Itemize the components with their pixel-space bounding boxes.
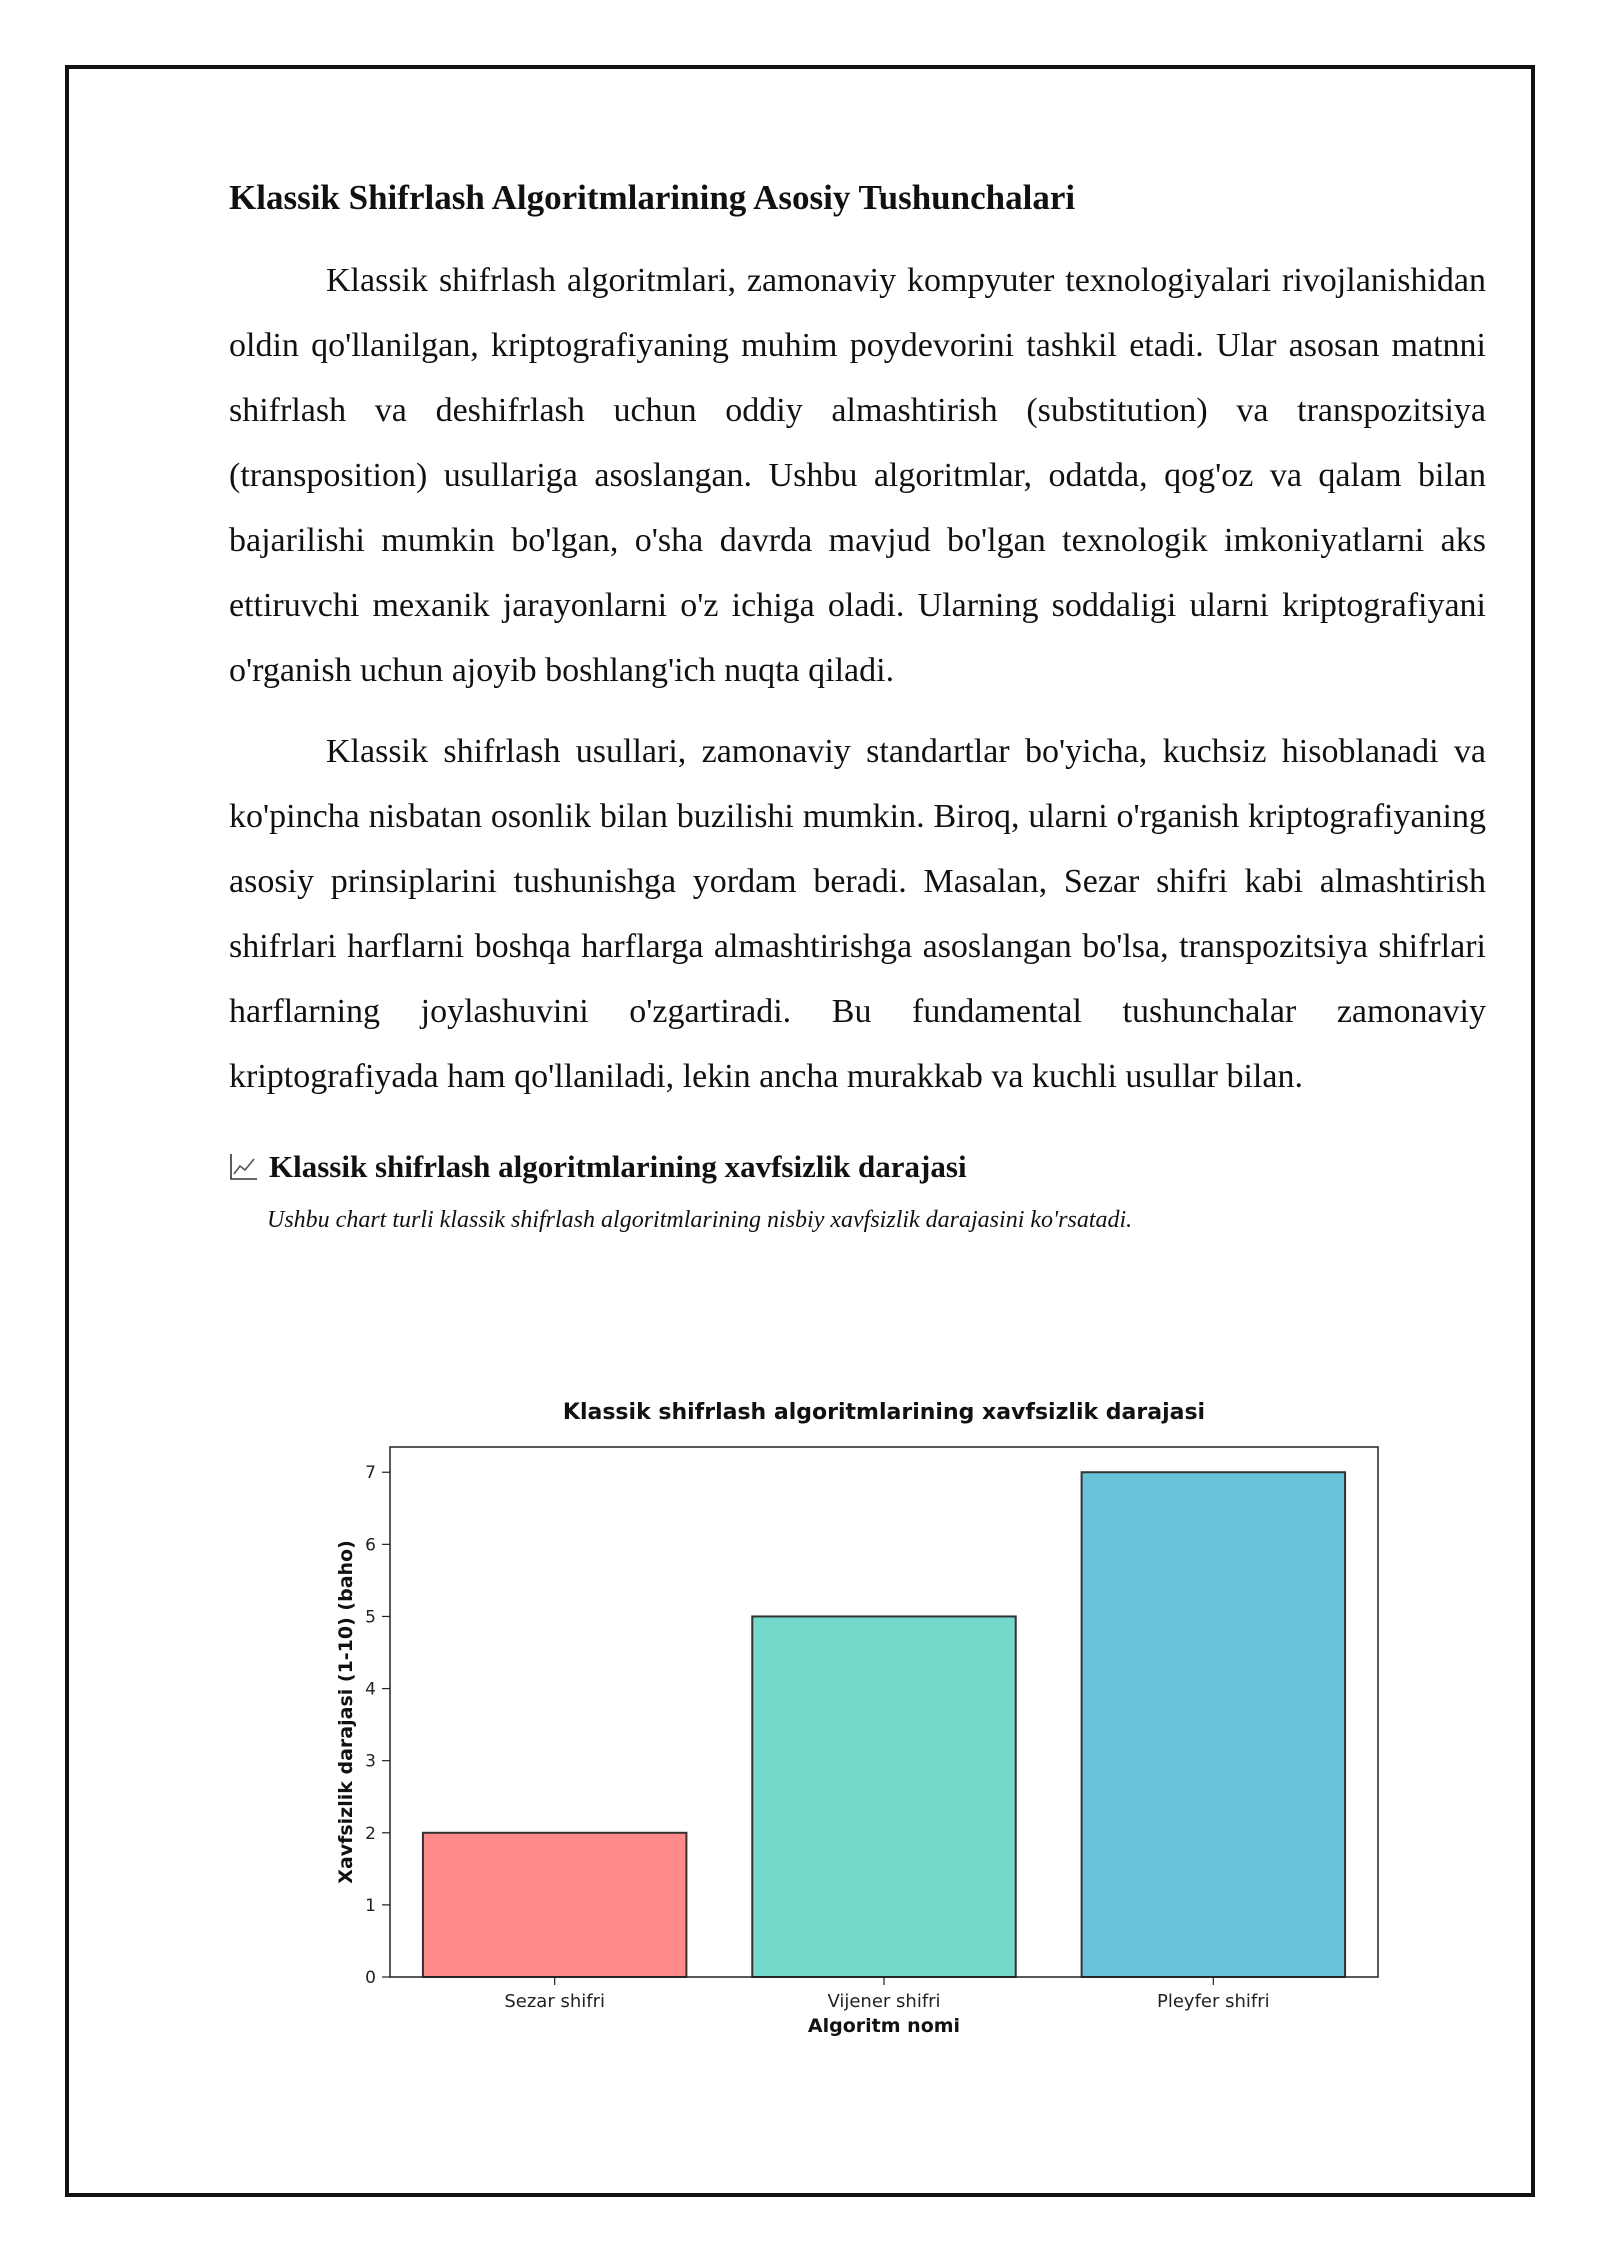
x-tick-label: Vijener shifri <box>827 1991 941 2012</box>
chart-title: Klassik shifrlash algoritmlarining xavfsizlik darajasi <box>562 1400 1206 1425</box>
chart-section-title-text: Klassik shifrlash algoritmlarining xavfsizlik darajasi <box>269 1149 967 1184</box>
y-tick-label: 4 <box>365 1679 376 1700</box>
y-tick-label: 2 <box>365 1823 376 1844</box>
x-tick-label: Pleyfer shifri <box>1157 1991 1270 2012</box>
y-tick-label: 7 <box>365 1463 376 1484</box>
y-tick-label: 0 <box>365 1968 376 1988</box>
y-tick-label: 6 <box>365 1535 376 1556</box>
y-tick-label: 5 <box>365 1607 376 1628</box>
paragraph-1: Klassik shifrlash algoritmlari, zamonaviy kompyuter texnologiyalari rivojlanishidan oldin qo'llanilgan, kriptografiyaning muhim poydevorini tashkil etadi. Ular asosan matnni shifrlash va deshifrlash uchun oddiy almashtirish (substitution) va transpozitsiya (transposition) usullariga asoslangan. Ushbu algoritmlar, odatda, qog'oz va qalam bilan bajarilishi mumkin bo'lgan, o'sha davrda mavjud bo'lgan texnologik imkoniyatlarni aks ettiruvchi mexanik jarayonlarni o'z ichiga oladi. Ularning soddaligi ularni kriptografiyani o'rganish uchun ajoyib boshlang'ich nuqta qiladi. <box>229 262 1486 689</box>
chart-description: Ushbu chart turli klassik shifrlash algoritmlarining nisbiy xavfsizlik darajasini ko'rsatadi. <box>267 1207 1133 1233</box>
line-chart-icon <box>229 1152 259 1182</box>
chart-svg <box>300 1385 1400 2045</box>
paragraph-2: Klassik shifrlash usullari, zamonaviy standartlar bo'yicha, kuchsiz hisoblanadi va ko'pincha nisbatan osonlik bilan buzilishi mumkin. Biroq, ularni o'rganish kriptografiyaning asosiy prinsiplarini tushunishga yordam beradi. Masalan, Sezar shifri kabi almashtirish shifrlari harflarni boshqa harflarga almashtirishga asoslangan bo'lsa, transpozitsiya shifrlari harflarning joylashuvini o'zgartiradi. Bu fundamental tushunchalar zamonaviy kriptografiyada ham qo'llaniladi, lekin ancha murakkab va kuchli usullar bilan. <box>229 733 1486 1095</box>
document-heading: Klassik Shifrlash Algoritmlarining Asosiy Tushunchalari <box>229 178 1076 217</box>
bar-pleyfer-shifri <box>1082 1472 1345 1977</box>
x-tick-label: Sezar shifri <box>504 1991 605 2012</box>
security-bar-chart <box>300 1385 1400 2045</box>
bar-sezar-shifri <box>423 1833 686 1977</box>
y-tick-label: 1 <box>365 1895 376 1916</box>
x-axis-label: Algoritm nomi <box>807 2015 961 2037</box>
y-axis-label: Xavfsizlik darajasi (1-10) (baho) <box>335 1540 357 1884</box>
y-tick-label: 3 <box>365 1751 376 1772</box>
chart-section-title <box>229 1145 1486 1189</box>
bar-vijener-shifri <box>752 1616 1015 1977</box>
document-body <box>229 170 1486 1237</box>
